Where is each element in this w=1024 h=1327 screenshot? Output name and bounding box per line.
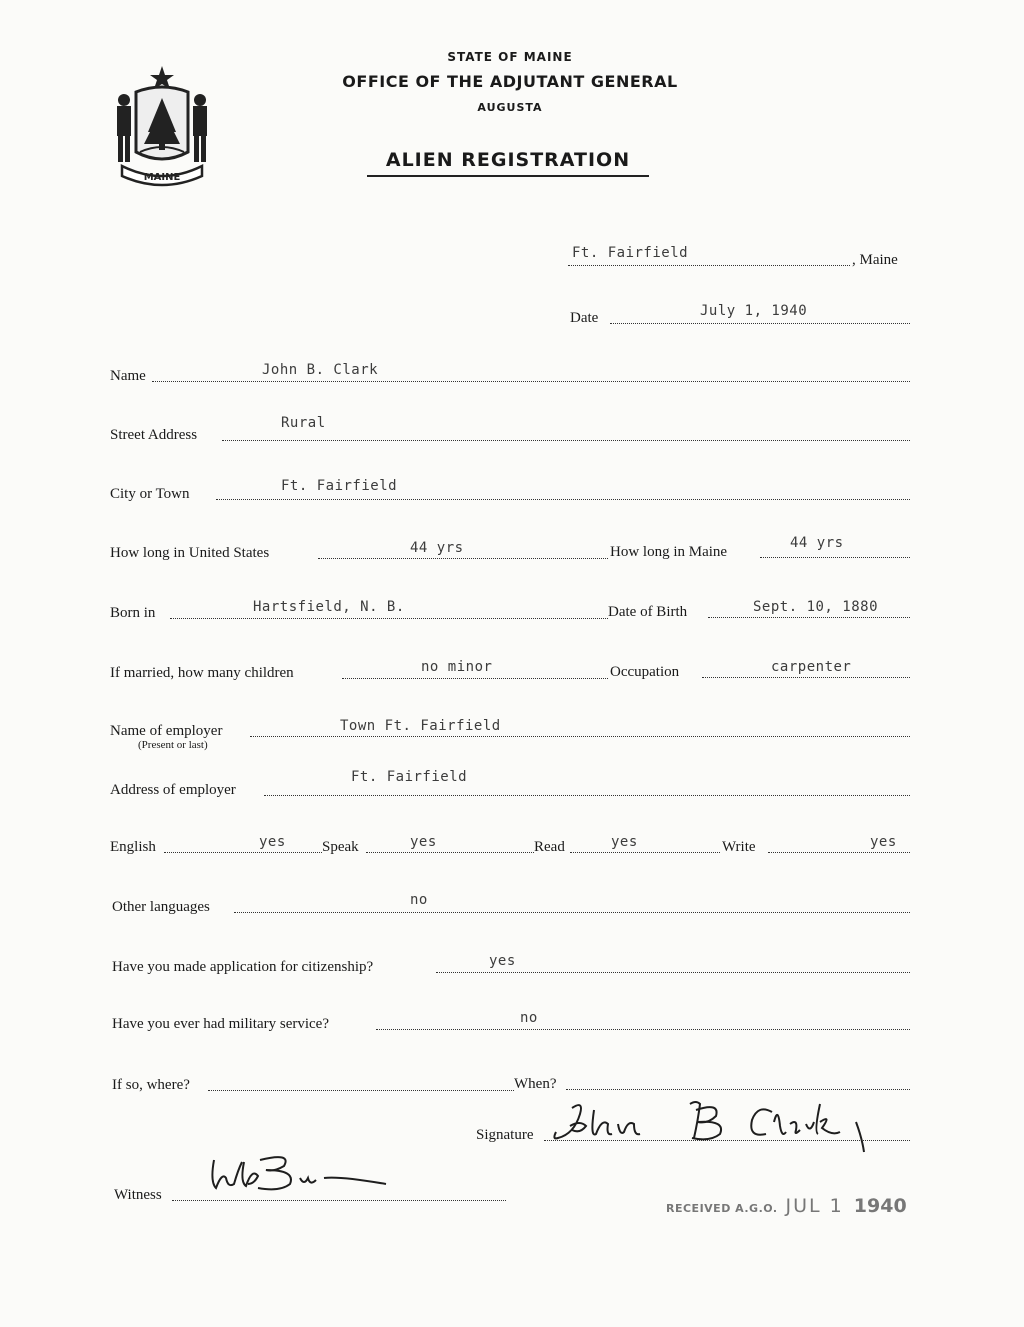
- read-label: Read: [534, 839, 565, 855]
- witness-signature-handwriting: [200, 1148, 400, 1198]
- military-label: Have you ever had military service?: [112, 1016, 329, 1032]
- write-value: yes: [870, 834, 897, 850]
- me-duration-value: 44 yrs: [790, 535, 844, 551]
- dob-value: Sept. 10, 1880: [753, 599, 879, 615]
- speak-value: yes: [410, 834, 437, 850]
- write-label: Write: [722, 839, 756, 855]
- us-duration-label: How long in United States: [110, 545, 270, 561]
- header-state: STATE OF MAINE: [447, 50, 573, 64]
- born-value: Hartsfield, N. B.: [253, 599, 405, 615]
- other-languages-value: no: [410, 892, 428, 908]
- header-city: AUGUSTA: [477, 101, 543, 114]
- street-value: Rural: [281, 415, 326, 431]
- english-label: English: [110, 839, 156, 855]
- date-value: July 1, 1940: [700, 303, 808, 319]
- born-label: Born in: [110, 605, 156, 621]
- stamp-month: JUL 1: [785, 1195, 844, 1217]
- military-value: no: [520, 1010, 538, 1026]
- witness-label: Witness: [114, 1187, 162, 1203]
- us-duration-value: 44 yrs: [410, 540, 464, 556]
- state-seal-icon: [108, 62, 216, 190]
- signature-label: Signature: [476, 1127, 534, 1143]
- svg-text:MAINE: MAINE: [143, 172, 181, 183]
- dob-label: Date of Birth: [608, 604, 688, 620]
- employer-address-value: Ft. Fairfield: [351, 769, 468, 785]
- employer-label: Name of employer: [110, 723, 223, 739]
- street-label: Street Address: [110, 427, 198, 443]
- name-label: Name: [110, 368, 146, 384]
- signature-handwriting: [550, 1098, 880, 1158]
- stamp-year: 1940: [853, 1195, 907, 1217]
- citizenship-value: yes: [489, 953, 516, 969]
- english-value: yes: [259, 834, 286, 850]
- where-label: If so, where?: [112, 1077, 190, 1093]
- header-office: OFFICE OF THE ADJUTANT GENERAL: [342, 72, 678, 91]
- speak-label: Speak: [322, 839, 359, 855]
- when-label: When?: [514, 1076, 557, 1092]
- city-label: City or Town: [110, 486, 190, 502]
- other-languages-label: Other languages: [112, 899, 210, 915]
- occupation-value: carpenter: [771, 659, 852, 675]
- location-value: Ft. Fairfield: [572, 245, 689, 261]
- employer-address-label: Address of employer: [110, 782, 236, 798]
- received-stamp: [666, 1195, 907, 1217]
- employer-sublabel: (Present or last): [138, 739, 208, 751]
- name-value: John B. Clark: [262, 362, 379, 378]
- occupation-label: Occupation: [610, 664, 680, 680]
- citizenship-label: Have you made application for citizenship?: [112, 959, 374, 975]
- location-suffix: , Maine: [852, 252, 898, 268]
- children-value: no minor: [421, 659, 493, 675]
- children-label: If married, how many children: [110, 665, 294, 681]
- city-value: Ft. Fairfield: [281, 478, 398, 494]
- me-duration-label: How long in Maine: [610, 544, 728, 560]
- employer-value: Town Ft. Fairfield: [340, 718, 501, 734]
- read-value: yes: [611, 834, 638, 850]
- stamp-received: RECEIVED A.G.O.: [666, 1202, 778, 1215]
- date-label: Date: [570, 310, 599, 326]
- form-title: ALIEN REGISTRATION: [367, 149, 649, 177]
